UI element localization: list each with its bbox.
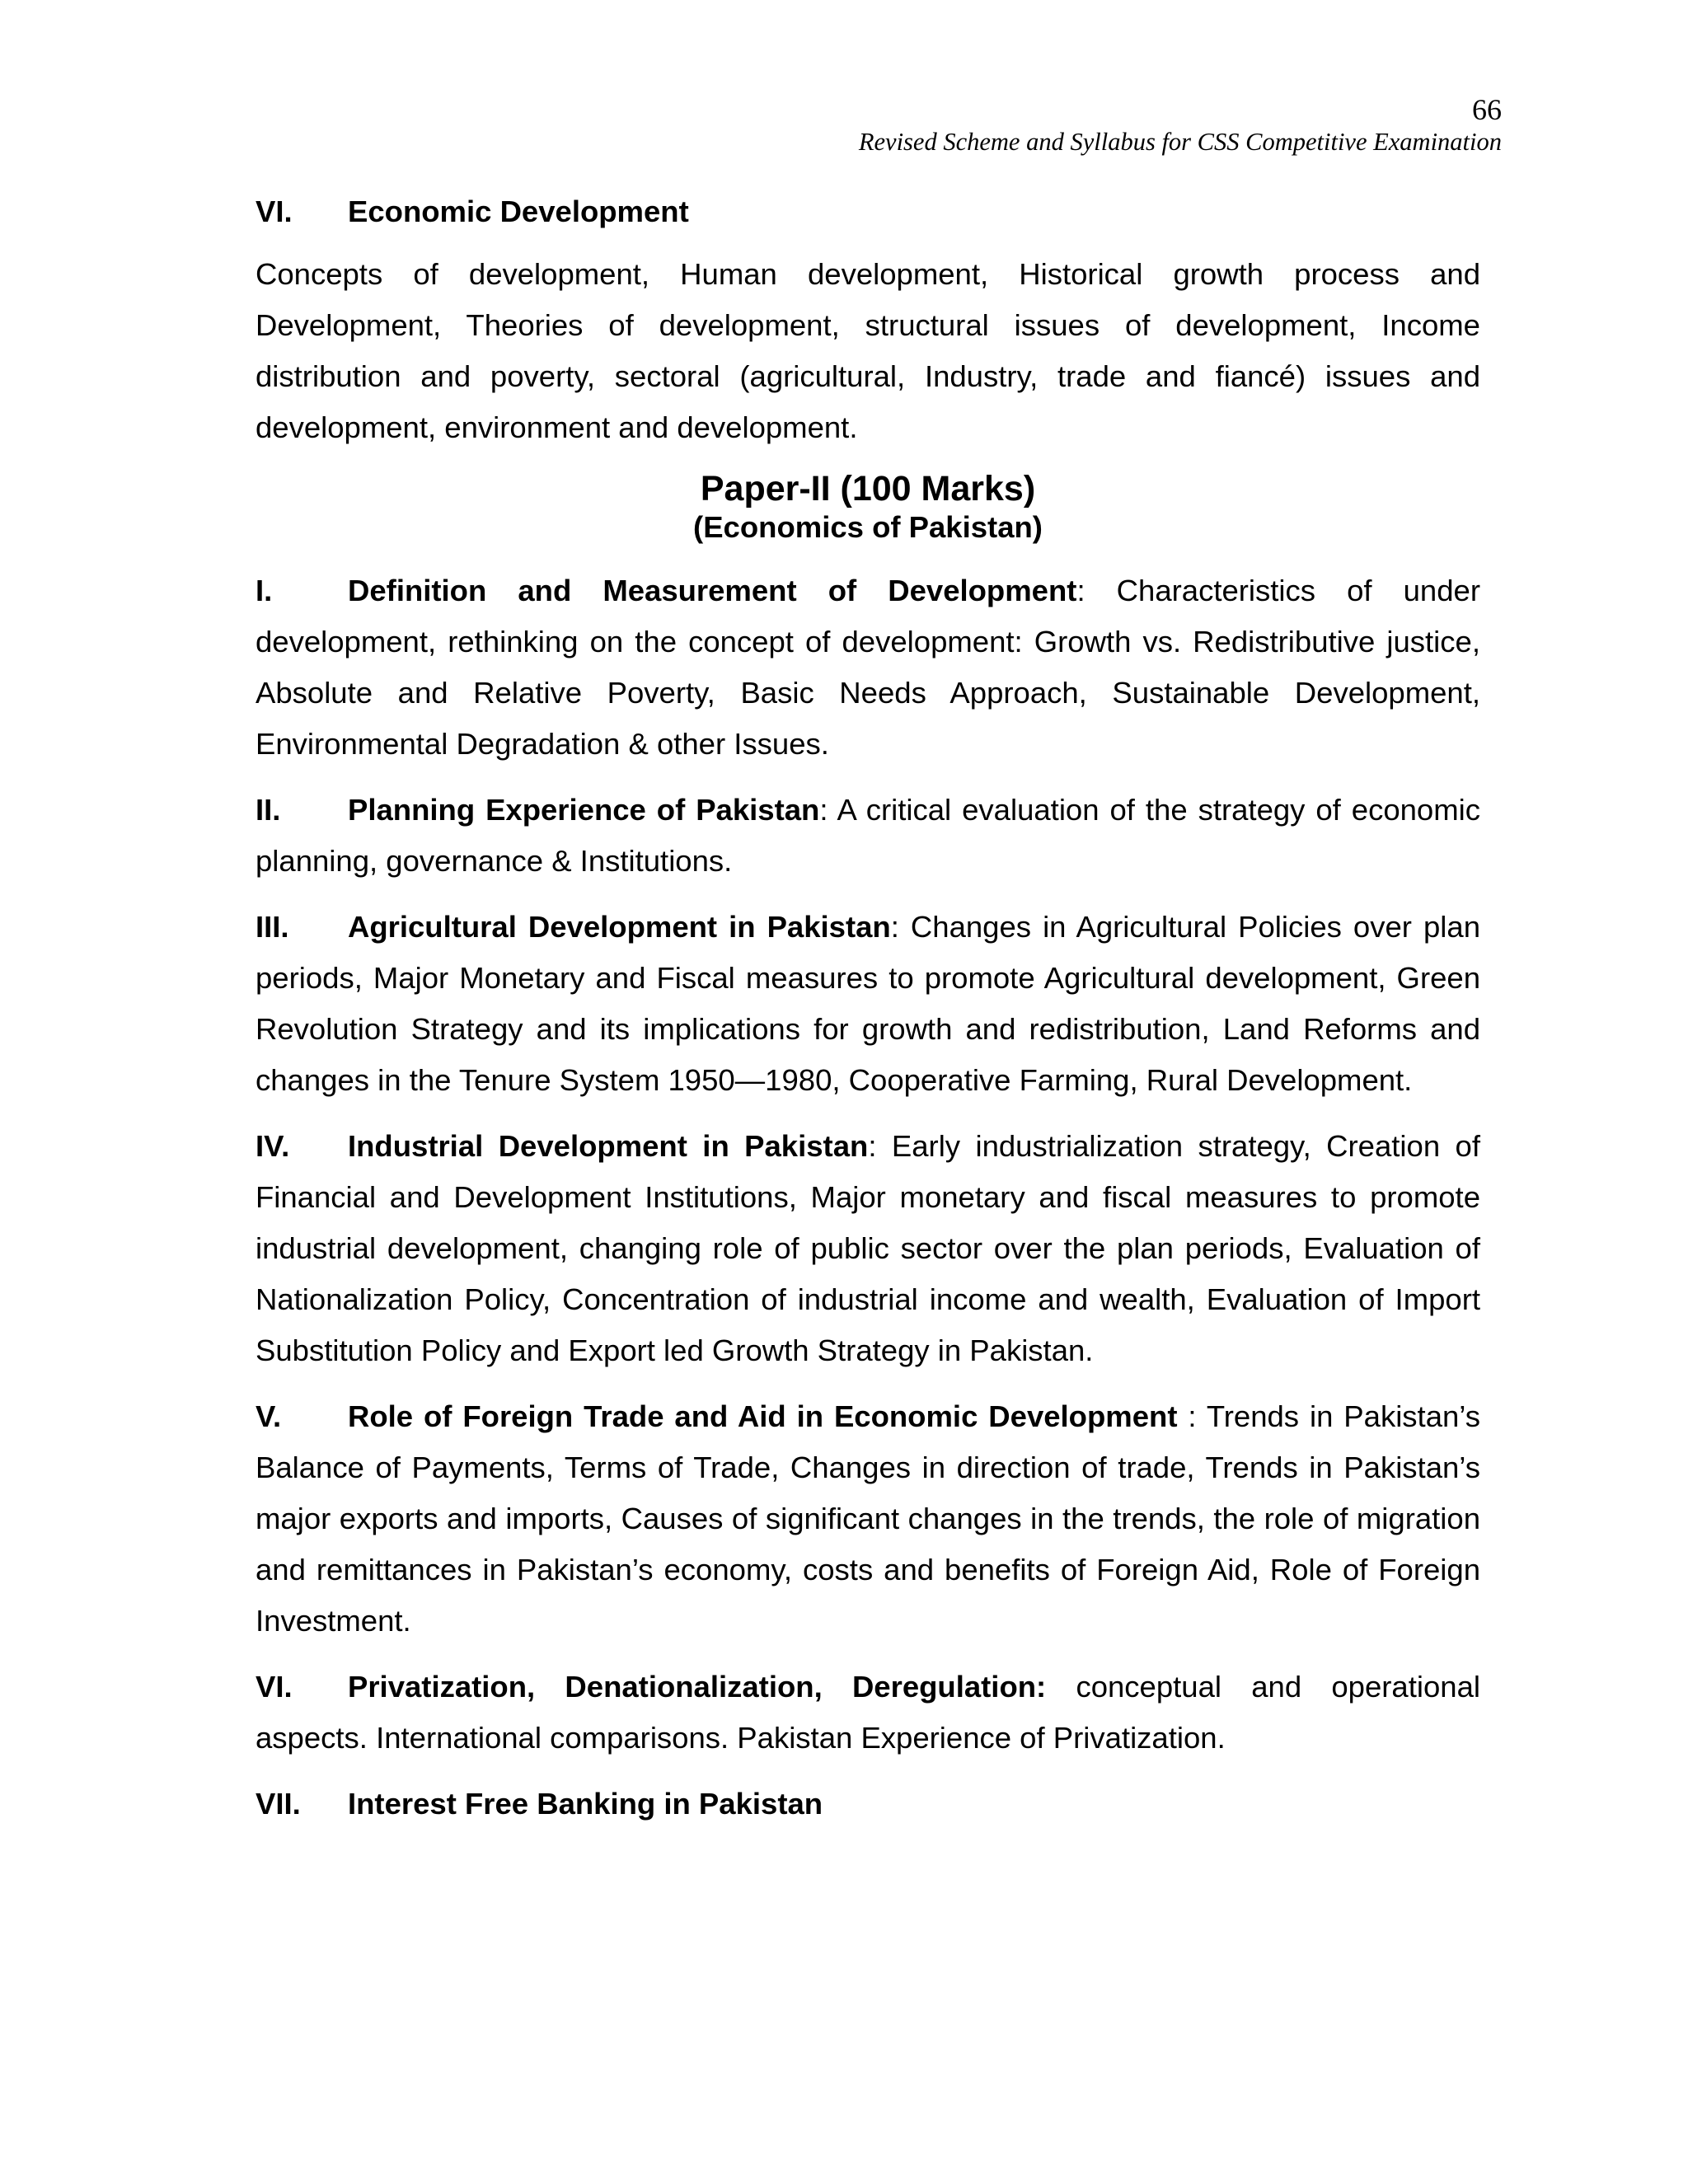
section-numeral: V. — [256, 1399, 282, 1433]
section-numeral: VII. — [256, 1787, 301, 1821]
section-body: Early industrialization strategy, Creation of Financial and Development Institutions, Major monetary and fiscal measures to promote industrial development, changing role of public sector over the plan periods, Evaluation of Nationalization Policy, Concentration of industrial income and wealth, Evaluation of Import Substitution Policy and Export led Growth Strategy in Pakistan. — [256, 1129, 1480, 1367]
paper-title: Paper-II (100 Marks) — [700, 469, 1036, 509]
section-body: conceptual and operational aspects. International comparisons. Pakistan Experience of Privatization. — [256, 1670, 1480, 1755]
section-body: A critical evaluation of the strategy of economic planning, governance & Institutions. — [256, 793, 1480, 878]
section-numeral: III. — [256, 910, 289, 944]
section-numeral: II. — [256, 793, 281, 827]
section-title: Agricultural Development in Pakistan — [348, 910, 891, 944]
section-numeral: VI. — [256, 1670, 293, 1704]
section-separator: : — [1177, 1399, 1207, 1433]
section-numeral: VI. — [256, 194, 293, 228]
syllabus-section-6 — [256, 1661, 1480, 1764]
syllabus-section-4 — [256, 1121, 1480, 1376]
syllabus-section-5 — [256, 1391, 1480, 1647]
paper-heading — [256, 468, 1480, 546]
document-body — [256, 186, 1480, 1844]
section-heading-economic-development — [256, 186, 1480, 237]
section-body: Concepts of development, Human development, Historical growth process and Development, Theories of development, structural issues of development, Income distribution and poverty, sectoral (agricultural, Industry, trade and fiancé) issues and development, environment and development. — [256, 257, 1480, 444]
running-header: Revised Scheme and Syllabus for CSS Competitive Examination — [858, 128, 1502, 156]
section-title: Role of Foreign Trade and Aid in Economic Development — [348, 1399, 1178, 1433]
section-title: Industrial Development in Pakistan — [348, 1129, 869, 1163]
section-separator: : — [819, 793, 837, 827]
syllabus-section-2 — [256, 785, 1480, 887]
section-title: Planning Experience of Pakistan — [348, 793, 820, 827]
section-body: Characteristics of under development, rethinking on the concept of development: Growth vs. Redistributive justice, Absolute and Relative Poverty, Basic Needs Approach, Sustainable Development, Environmental Degradation & other Issues. — [256, 574, 1480, 761]
section-title: Privatization, Denationalization, Deregulation: — [348, 1670, 1047, 1704]
paper-subtitle: (Economics of Pakistan) — [693, 510, 1043, 544]
syllabus-section-1 — [256, 565, 1480, 770]
section-separator: : — [868, 1129, 892, 1163]
section-separator — [1046, 1670, 1076, 1704]
section-title: Interest Free Banking in Pakistan — [348, 1787, 823, 1821]
section-separator: : — [1076, 574, 1117, 607]
section-title: Economic Development — [348, 194, 689, 228]
section-numeral: I. — [256, 574, 273, 607]
section-body: Trends in Pakistan’s Balance of Payments, Terms of Trade, Changes in direction of trade, Trends in Pakistan’s major exports and imports, Causes of significant changes in the trends, the role of migration and remittances in Pakistan’s economy, costs and benefits of Foreign Aid, Role of Foreign Investment. — [256, 1399, 1480, 1638]
syllabus-section-3 — [256, 902, 1480, 1106]
section-numeral: IV. — [256, 1129, 290, 1163]
syllabus-section-7 — [256, 1779, 1480, 1830]
section-separator: : — [890, 910, 911, 944]
section-title: Definition and Measurement of Development — [348, 574, 1077, 607]
section-body: Changes in Agricultural Policies over plan periods, Major Monetary and Fiscal measures to promote Agricultural development, Green Revolution Strategy and its implications for growth and redistribution, Land Reforms and changes in the Tenure System 1950—1980, Cooperative Farming, Rural Development. — [256, 910, 1480, 1097]
page-number: 66 — [1472, 93, 1502, 126]
